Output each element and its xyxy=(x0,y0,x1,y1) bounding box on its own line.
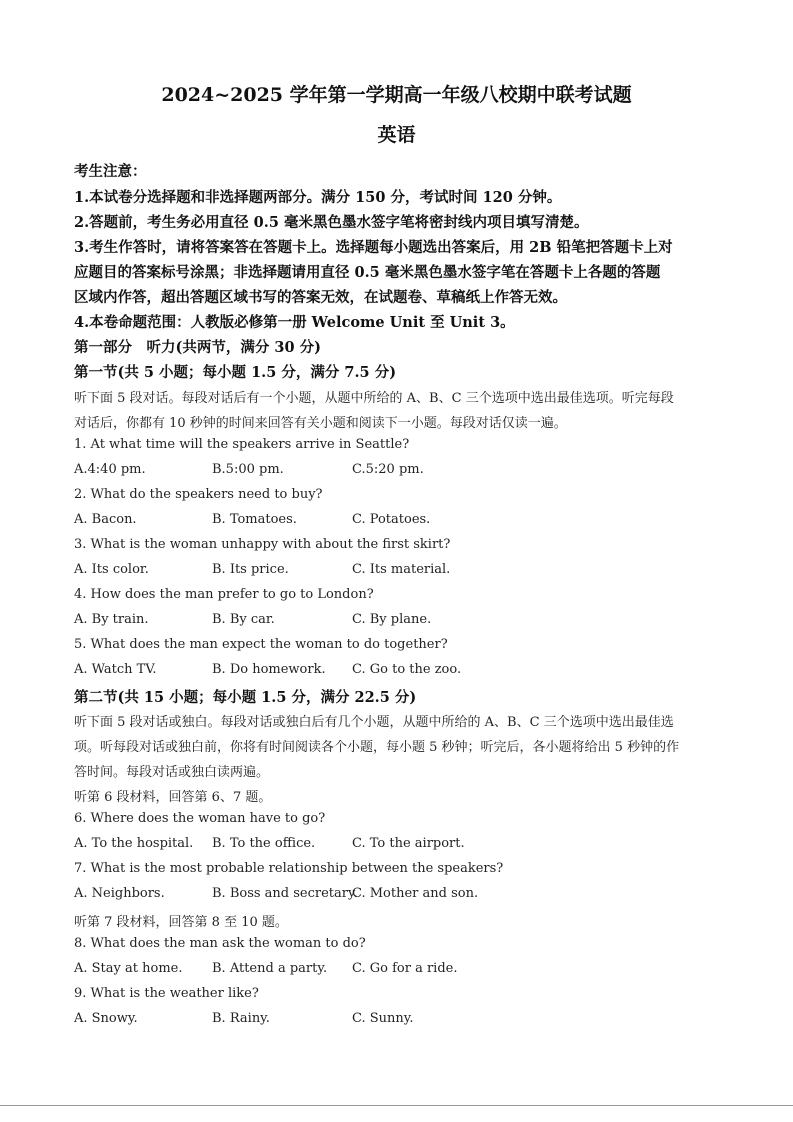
option-a: A. Snowy. xyxy=(74,1011,138,1026)
part1-heading: 第一部分 听力(共两节，满分 30 分) xyxy=(74,339,321,356)
option-a: A. To the hospital. xyxy=(74,836,194,851)
subject-title: 英语 xyxy=(377,124,416,146)
question-stem: 3. What is the woman unhappy with about the first skirt? xyxy=(74,537,451,552)
option-b: B. Attend a party. xyxy=(212,961,328,976)
option-a: A. Stay at home. xyxy=(74,961,183,976)
question-stem: 1. At what time will the speakers arrive in Seattle? xyxy=(74,437,410,452)
question-stem: 9. What is the weather like? xyxy=(74,986,259,1001)
section1-instructions: 听下面 5 段对话。每段对话后有一个小题，从题中所给的 A、B、C 三个选项中选出最佳选项。听完每段 xyxy=(74,391,674,406)
material-note: 听第 6 段材料，回答第 6、7 题。 xyxy=(74,790,272,805)
section2-instructions: 答时间。每段对话或独白读两遍。 xyxy=(74,765,270,780)
page-bottom-divider xyxy=(0,1105,793,1106)
option-c: C. Potatoes. xyxy=(352,512,431,527)
option-b: B. Boss and secretary. xyxy=(212,886,358,901)
exam-title: 2024~2025 学年第一学期高一年级八校期中联考试题 xyxy=(161,84,632,106)
notice-item: 1.本试卷分选择题和非选择题两部分。满分 150 分，考试时间 120 分钟。 xyxy=(74,189,562,206)
section2-heading: 第二节(共 15 小题；每小题 1.5 分，满分 22.5 分) xyxy=(74,689,417,706)
option-a: A. Bacon. xyxy=(74,512,137,527)
option-b: B.5:00 pm. xyxy=(212,462,284,477)
material-note: 听第 7 段材料，回答第 8 至 10 题。 xyxy=(74,915,288,930)
question-stem: 6. Where does the woman have to go? xyxy=(74,811,326,826)
notice-heading: 考生注意： xyxy=(74,163,147,180)
question-stem: 5. What does the man expect the woman to do together? xyxy=(74,637,448,652)
option-c: C.5:20 pm. xyxy=(352,462,424,477)
notice-item: 区域内作答，超出答题区域书写的答案无效，在试题卷、草稿纸上作答无效。 xyxy=(74,289,567,306)
option-c: C. By plane. xyxy=(352,612,432,627)
notice-item: 应题目的答案标号涂黑；非选择题请用直径 0.5 毫米黑色墨水签字笔在答题卡上各题的答题 xyxy=(74,264,661,281)
question-stem: 8. What does the man ask the woman to do? xyxy=(74,936,366,951)
section2-instructions: 听下面 5 段对话或独白。每段对话或独白后有几个小题，从题中所给的 A、B、C 三个选项中选出最佳选 xyxy=(74,715,674,730)
notice-item: 4.本卷命题范围：人教版必修第一册 Welcome Unit 至 Unit 3。 xyxy=(74,314,515,331)
option-c: C. To the airport. xyxy=(352,836,465,851)
option-a: A. By train. xyxy=(74,612,149,627)
option-b: B. Tomatoes. xyxy=(212,512,297,527)
question-stem: 2. What do the speakers need to buy? xyxy=(74,487,323,502)
option-c: C. Sunny. xyxy=(352,1011,414,1026)
option-c: C. Go to the zoo. xyxy=(352,662,462,677)
option-a: A. Neighbors. xyxy=(74,886,165,901)
question-stem: 4. How does the man prefer to go to London? xyxy=(74,587,374,602)
option-b: B. By car. xyxy=(212,612,275,627)
option-a: A. Its color. xyxy=(74,562,149,577)
notice-item: 2.答题前，考生务必用直径 0.5 毫米黑色墨水签字笔将密封线内项目填写清楚。 xyxy=(74,214,589,231)
option-a: A.4:40 pm. xyxy=(74,462,146,477)
option-b: B. Its price. xyxy=(212,562,289,577)
section2-instructions: 项。听每段对话或独白前，你将有时间阅读各个小题，每小题 5 秒钟；听完后，各小题将给出 5 秒钟的作 xyxy=(74,740,680,755)
section1-heading: 第一节(共 5 小题；每小题 1.5 分，满分 7.5 分) xyxy=(74,364,397,381)
option-b: B. Do homework. xyxy=(212,662,326,677)
option-c: C. Its material. xyxy=(352,562,451,577)
option-b: B. Rainy. xyxy=(212,1011,270,1026)
option-a: A. Watch TV. xyxy=(74,662,157,677)
question-stem: 7. What is the most probable relationship between the speakers? xyxy=(74,861,504,876)
notice-item: 3.考生作答时，请将答案答在答题卡上。选择题每小题选出答案后，用 2B 铅笔把答题卡上对 xyxy=(74,239,673,256)
option-b: B. To the office. xyxy=(212,836,316,851)
option-c: C. Mother and son. xyxy=(352,886,479,901)
option-c: C. Go for a ride. xyxy=(352,961,458,976)
section1-instructions: 对话后，你都有 10 秒钟的时间来回答有关小题和阅读下一小题。每段对话仅读一遍。 xyxy=(74,416,567,431)
